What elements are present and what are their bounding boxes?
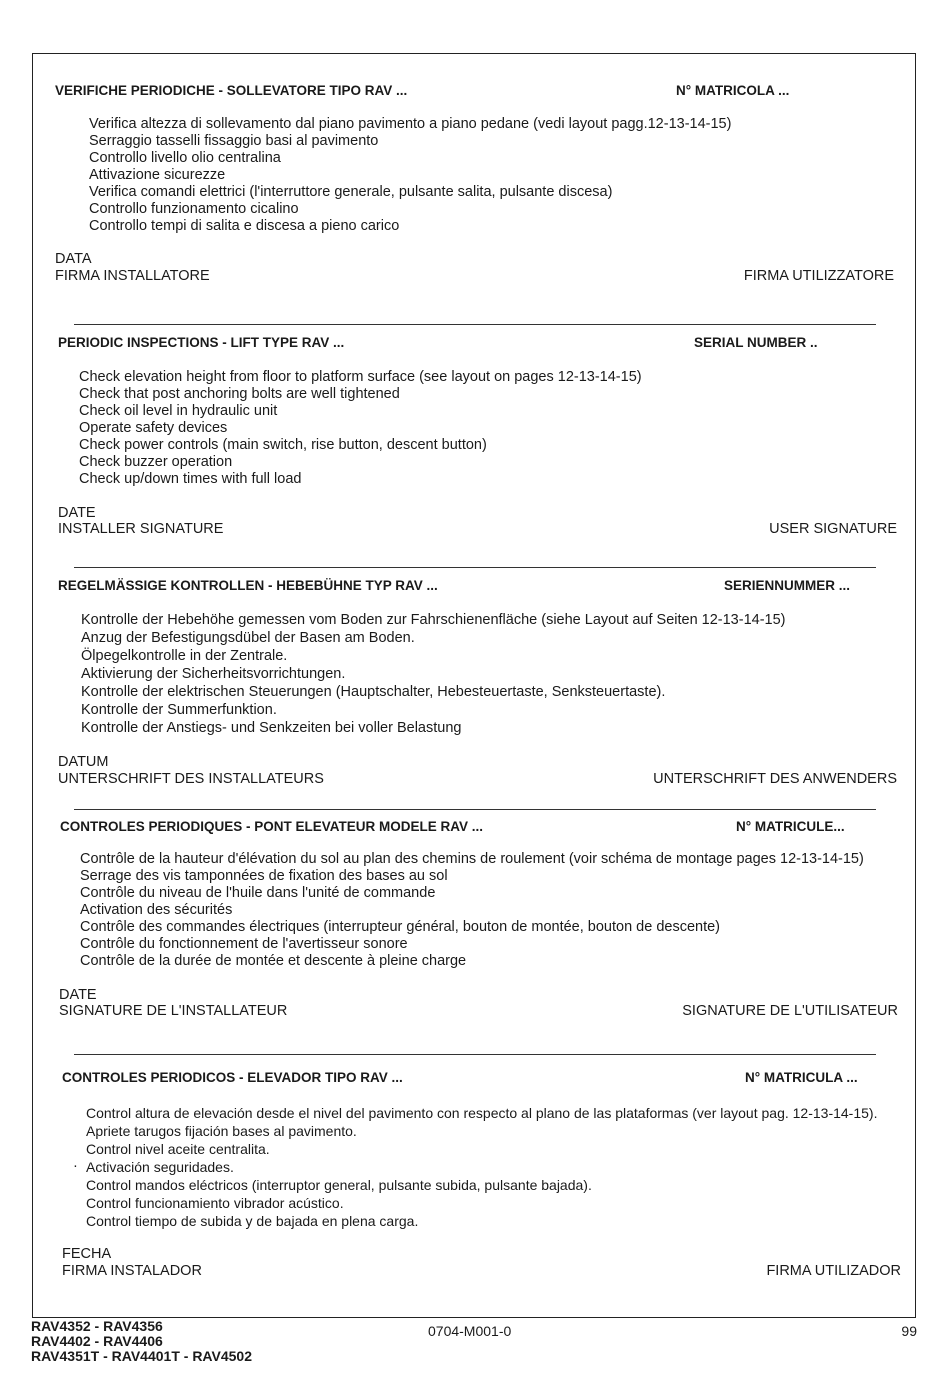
- section-title-it: VERIFICHE PERIODICHE - SOLLEVATORE TIPO RAV ...: [55, 83, 408, 98]
- list-item: Control altura de elevación desde el nivel del pavimento con respecto al plano de las plataformas (ver layout pag. 12-13-14-15).: [86, 1105, 878, 1121]
- bullet-mark: ·: [73, 1158, 78, 1174]
- list-item: Apriete tarugos fijación bases al pavimento.: [86, 1123, 357, 1139]
- date-label-en: DATE: [58, 505, 96, 521]
- serial-label-es: N° MATRICULA ...: [745, 1070, 858, 1085]
- list-item: Controllo livello olio centralina: [89, 150, 281, 166]
- installer-signature-fr: SIGNATURE DE L'INSTALLATEUR: [59, 1003, 288, 1019]
- list-item: Ölpegelkontrolle in der Zentrale.: [81, 648, 288, 664]
- list-item: Control tiempo de subida y de bajada en plena carga.: [86, 1213, 419, 1229]
- serial-label-de: SERIENNUMMER ...: [724, 578, 851, 593]
- section-title-de: REGELMÄSSIGE KONTROLLEN - HEBEBÜHNE TYP RAV ...: [58, 578, 438, 593]
- list-item: Contrôle de la hauteur d'élévation du sol au plan des chemins de roulement (voir schéma de montage pages 12-13-14-15): [80, 851, 864, 867]
- footer-model-line: RAV4352 - RAV4356: [31, 1318, 163, 1334]
- serial-label-en: SERIAL NUMBER ..: [694, 335, 818, 350]
- list-item: Kontrolle der elektrischen Steuerungen (Hauptschalter, Hebesteuertaste, Senksteuertaste).: [81, 684, 666, 700]
- section-divider: [74, 567, 876, 568]
- list-item: Activación seguridades.: [86, 1159, 234, 1175]
- list-item: Contrôle du fonctionnement de l'avertisseur sonore: [80, 936, 408, 952]
- list-item: Anzug der Befestigungsdübel der Basen am Boden.: [81, 630, 415, 646]
- section-divider: [74, 1054, 876, 1055]
- section-divider: [74, 324, 876, 325]
- footer-model-line: RAV4351T - RAV4401T - RAV4502: [31, 1348, 252, 1364]
- list-item: Activation des sécurités: [80, 902, 233, 918]
- list-item: Check up/down times with full load: [79, 471, 302, 487]
- list-item: Check buzzer operation: [79, 454, 233, 470]
- date-label-it: DATA: [55, 251, 92, 267]
- list-item: Control nivel aceite centralita.: [86, 1141, 270, 1157]
- section-title-en: PERIODIC INSPECTIONS - LIFT TYPE RAV ...: [58, 335, 345, 350]
- checklist-es: [86, 1104, 877, 1230]
- list-item: Contrôle du niveau de l'huile dans l'unité de commande: [80, 885, 436, 901]
- user-signature-es: FIRMA UTILIZADOR: [766, 1263, 901, 1279]
- list-item: Serrage des vis tamponnées de fixation des bases au sol: [80, 868, 448, 884]
- section-title-es: CONTROLES PERIODICOS - ELEVADOR TIPO RAV ...: [62, 1070, 403, 1085]
- list-item: Operate safety devices: [79, 420, 228, 436]
- serial-label-it: N° MATRICOLA ...: [676, 83, 790, 98]
- footer-models: [31, 1319, 252, 1364]
- list-item: Verifica comandi elettrici (l'interruttore generale, pulsante salita, pulsante discesa): [89, 184, 613, 200]
- checklist-fr: [80, 851, 864, 970]
- checklist-it: [89, 116, 731, 235]
- date-label-fr: DATE: [59, 987, 97, 1003]
- user-signature-en: USER SIGNATURE: [769, 521, 897, 537]
- footer-model-line: RAV4402 - RAV4406: [31, 1333, 163, 1349]
- list-item: Kontrolle der Hebehöhe gemessen vom Boden zur Fahrschienenfläche (siehe Layout auf Seiten 12-13-14-15): [81, 612, 786, 628]
- list-item: Control mandos eléctricos (interruptor general, pulsante subida, pulsante bajada).: [86, 1177, 592, 1193]
- footer-doc-code: 0704-M001-0: [428, 1323, 512, 1339]
- list-item: Serraggio tasselli fissaggio basi al pavimento: [89, 133, 379, 149]
- user-signature-it: FIRMA UTILIZZATORE: [743, 268, 894, 284]
- checklist-de: [81, 611, 786, 737]
- list-item: Check oil level in hydraulic unit: [79, 403, 278, 419]
- installer-signature-it: FIRMA INSTALLATORE: [55, 268, 210, 284]
- list-item: Aktivierung der Sicherheitsvorrichtungen.: [81, 666, 346, 682]
- list-item: Contrôle des commandes électriques (interrupteur général, bouton de montée, bouton de descente): [80, 919, 721, 935]
- date-label-de: DATUM: [58, 754, 109, 770]
- page-number: 99: [901, 1323, 917, 1339]
- date-label-es: FECHA: [62, 1246, 112, 1262]
- list-item: Kontrolle der Summerfunktion.: [81, 702, 277, 718]
- list-item: Contrôle de la durée de montée et descente à pleine charge: [80, 953, 467, 969]
- section-divider: [74, 809, 876, 810]
- list-item: Check that post anchoring bolts are well tightened: [79, 386, 400, 402]
- list-item: Kontrolle der Anstiegs- und Senkzeiten bei voller Belastung: [81, 720, 462, 736]
- list-item: Controllo funzionamento cicalino: [89, 201, 299, 217]
- list-item: Attivazione sicurezze: [89, 167, 226, 183]
- serial-label-fr: N° MATRICULE...: [736, 819, 845, 834]
- list-item: Control funcionamiento vibrador acústico.: [86, 1195, 344, 1211]
- installer-signature-es: FIRMA INSTALADOR: [62, 1263, 202, 1279]
- list-item: Verifica altezza di sollevamento dal piano pavimento a piano pedane (vedi layout pagg.12-13-14-15): [89, 116, 732, 132]
- list-item: Check elevation height from floor to platform surface (see layout on pages 12-13-14-15): [79, 369, 642, 385]
- checklist-en: [79, 369, 642, 488]
- installer-signature-en: INSTALLER SIGNATURE: [58, 521, 224, 537]
- user-signature-fr: SIGNATURE DE L'UTILISATEUR: [682, 1003, 898, 1019]
- installer-signature-de: UNTERSCHRIFT DES INSTALLATEURS: [58, 771, 324, 787]
- user-signature-de: UNTERSCHRIFT DES ANWENDERS: [653, 771, 897, 787]
- list-item: Controllo tempi di salita e discesa a pieno carico: [89, 218, 400, 234]
- list-item: Check power controls (main switch, rise button, descent button): [79, 437, 487, 453]
- section-title-fr: CONTROLES PERIODIQUES - PONT ELEVATEUR MODELE RAV ...: [60, 819, 484, 834]
